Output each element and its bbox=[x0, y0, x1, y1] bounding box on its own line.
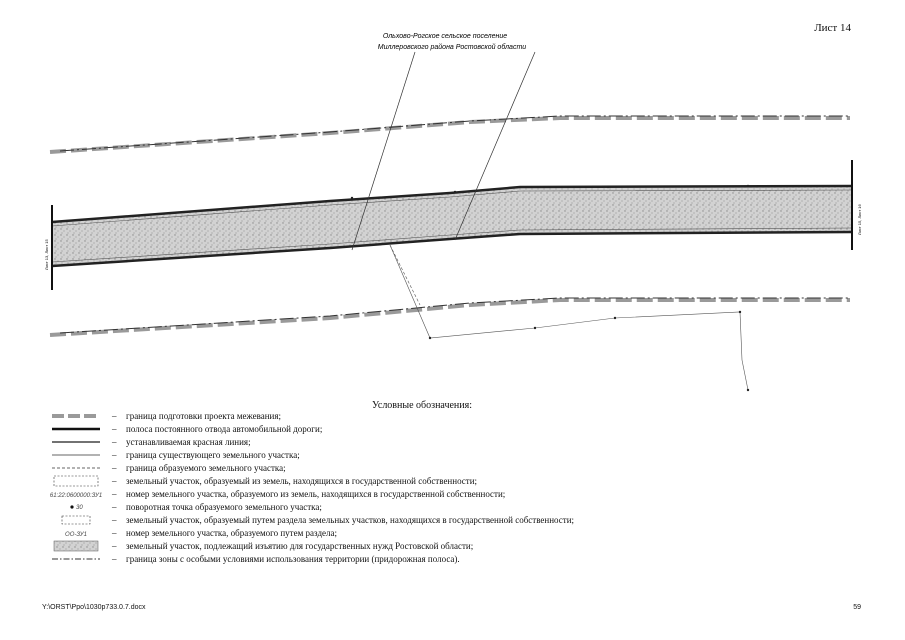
svg-text:61:22:0600000:ЗУ1: 61:22:0600000:ЗУ1 bbox=[50, 493, 102, 499]
dotted-box-small-symbol bbox=[50, 514, 102, 526]
file-path: Y:\ORST\Ppo\1030p733.0.7.docx bbox=[42, 604, 146, 611]
legend-item: – граница подготовки проекта межевания; bbox=[0, 410, 905, 422]
legend-item: – земельный участок, образуемый путем раздела земельных участков, находящихся в государственной собственности; bbox=[0, 514, 905, 526]
legend-item: – полоса постоянного отвода автомобильной дороги; bbox=[0, 423, 905, 435]
dashed-boundary-symbol bbox=[50, 410, 102, 422]
legend-item: – земельный участок, подлежащий изъятию для государственных нужд Ростовской области; bbox=[0, 540, 905, 552]
legend-item: ОО-ЗУ1 – номер земельного участка, образуемого путем раздела; bbox=[0, 527, 905, 539]
legend-item: – земельный участок, образуемый из земель, находящихся в государственной собственности; bbox=[0, 475, 905, 487]
page-number: 59 bbox=[853, 604, 861, 611]
dashed-thin-line-symbol bbox=[50, 462, 102, 474]
thick-line-symbol bbox=[50, 423, 102, 435]
number-label-small-symbol bbox=[50, 527, 102, 539]
legend-title: Условные обозначения: bbox=[372, 400, 473, 411]
roadside-zone-symbol bbox=[50, 553, 102, 565]
thin-line-symbol bbox=[50, 449, 102, 461]
legend-item: – граница существующего земельного участка; bbox=[0, 449, 905, 461]
settlement-caption-line1: Ольховo-Рогское сельское поселение bbox=[382, 33, 508, 40]
settlement-caption-line2: Миллеровского района Ростовской области bbox=[377, 44, 527, 51]
number-label-symbol bbox=[50, 488, 102, 500]
point-symbol bbox=[50, 501, 102, 513]
legend-item: 30 – поворотная точка образуемого земельного участка; bbox=[0, 501, 905, 513]
left-edge-label: Лист 13, Лист 15 bbox=[44, 239, 49, 270]
svg-text:ОО-ЗУ1: ОО-ЗУ1 bbox=[65, 532, 87, 538]
project-boundary-top bbox=[50, 118, 850, 152]
right-edge-label: Лист 15, Лист 16 bbox=[857, 204, 862, 235]
dotted-box-symbol bbox=[50, 475, 102, 487]
legend-item: – граница зоны с особыми условиями использования территории (придорожная полоса). bbox=[0, 553, 905, 565]
hatched-box-symbol bbox=[50, 540, 102, 552]
sheet-label: Лист 14 bbox=[814, 22, 851, 34]
legend-item: – устанавливаемая красная линия; bbox=[0, 436, 905, 448]
legend-item: 61:22:0600000:ЗУ1 – номер земельного участка, образуемого из земель, находящихся в государственной собственности; bbox=[50, 489, 506, 499]
legend-item: – граница образуемого земельного участка; bbox=[0, 462, 905, 474]
parcel-boundary-dash bbox=[390, 245, 420, 305]
red-line-symbol bbox=[50, 436, 102, 448]
svg-text:30: 30 bbox=[76, 505, 83, 511]
parcel-boundary-lower bbox=[390, 245, 748, 390]
